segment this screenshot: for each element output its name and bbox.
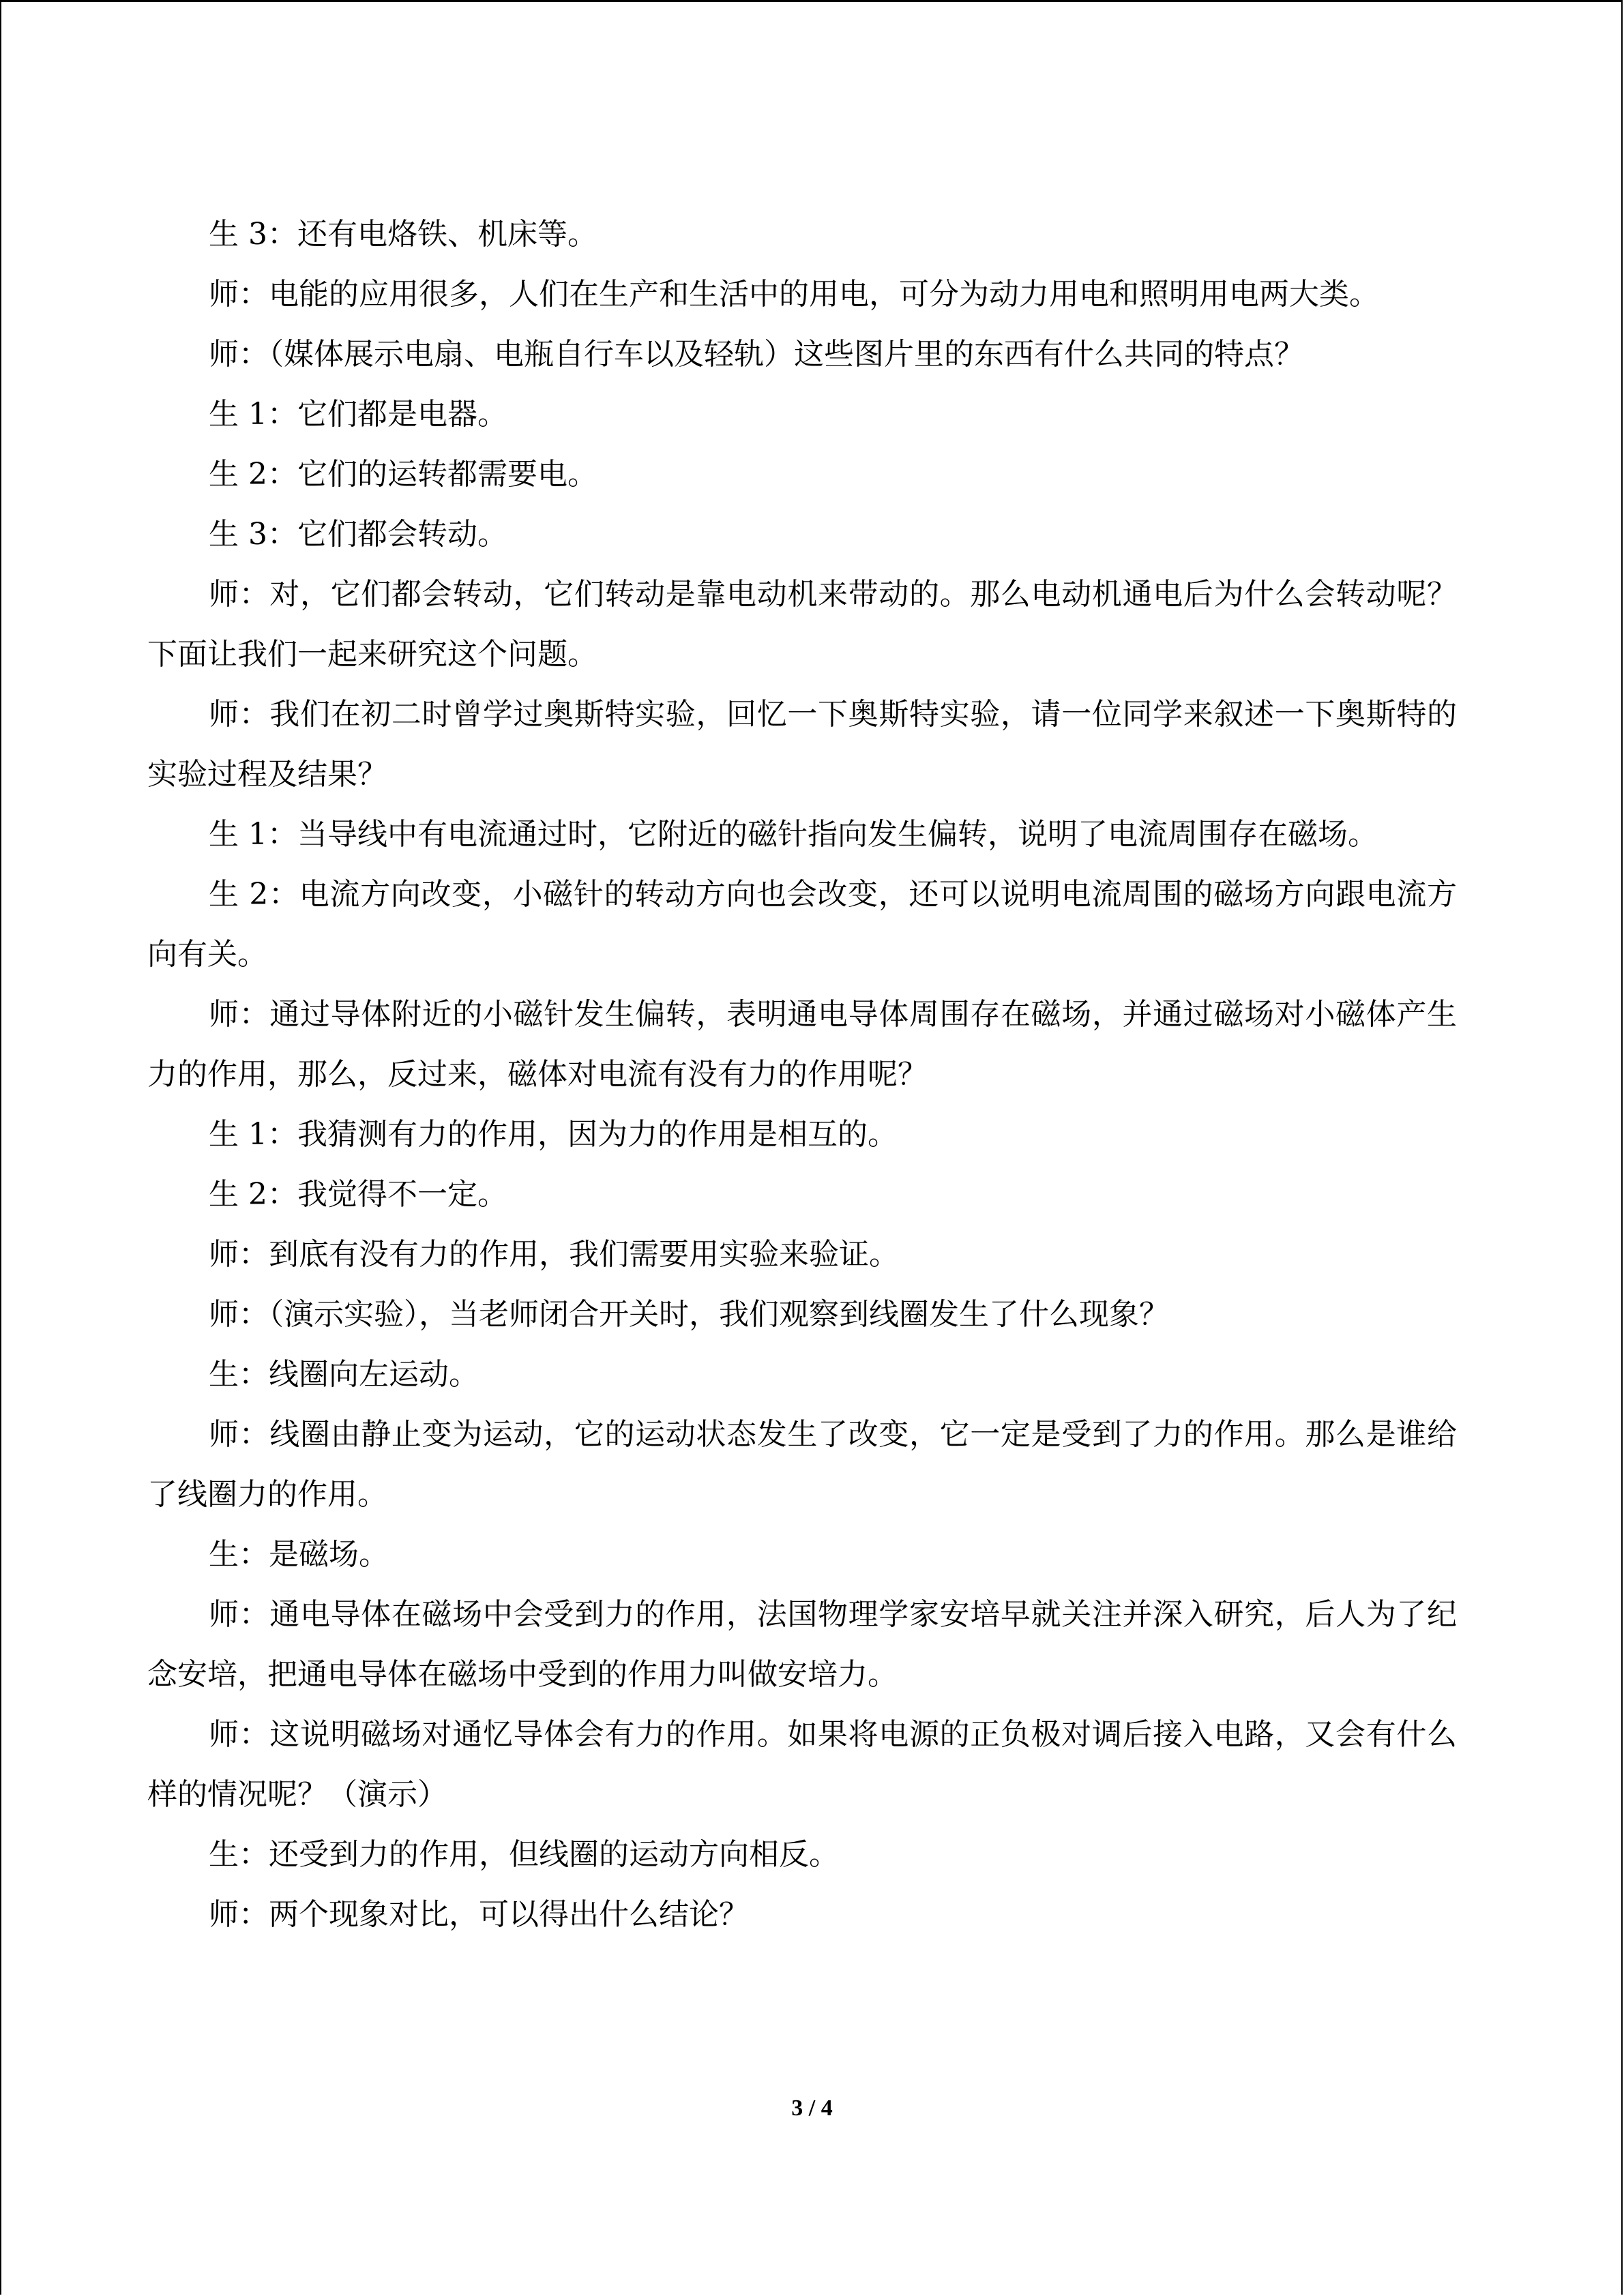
paragraph: 师：我们在初二时曾学过奥斯特实验，回忆一下奥斯特实验，请一位同学来叙述一下奥斯特的实验过程及结果？ <box>147 697 1457 792</box>
paragraph: 生 1：我猜测有力的作用，因为力的作用是相互的。 <box>209 1117 898 1152</box>
paragraph: 生 2：它们的运转都需要电。 <box>209 457 597 492</box>
paragraph: 师：通过导体附近的小磁针发生偏转，表明通电导体周围存在磁场，并通过磁场对小磁体产生力的作用，那么，反过来，磁体对电流有没有力的作用呢？ <box>147 997 1457 1092</box>
paragraph: 生 1：它们都是电器。 <box>209 397 507 432</box>
paragraph: 师：电能的应用很多，人们在生产和生活中的用电，可分为动力用电和照明用电两大类。 <box>209 277 1379 312</box>
paragraph: 师：（演示实验），当老师闭合开关时，我们观察到线圈发生了什么现象？ <box>209 1297 1169 1332</box>
paragraph: 师：通电导体在磁场中会受到力的作用，法国物理学家安培早就关注并深入研究，后人为了纪念安培，把通电导体在磁场中受到的作用力叫做安培力。 <box>147 1597 1457 1692</box>
page-number: 3 / 4 <box>791 2096 833 2121</box>
paragraph: 生：是磁场。 <box>209 1537 389 1572</box>
paragraph: 师：两个现象对比，可以得出什么结论？ <box>209 1897 749 1932</box>
paragraph: 生 1：当导线中有电流通过时，它附近的磁针指向发生偏转，说明了电流周围存在磁场。 <box>209 817 1378 852</box>
paragraph: 生 2：我觉得不一定。 <box>209 1177 507 1212</box>
paragraph: 师：到底有没有力的作用，我们需要用实验来验证。 <box>209 1237 899 1272</box>
document-body <box>147 205 1457 1945</box>
paragraph: 师：对，它们都会转动，它们转动是靠电动机来带动的。那么电动机通电后为什么会转动呢？下面让我们一起来研究这个问题。 <box>147 577 1457 672</box>
paragraph: 生 3：它们都会转动。 <box>209 517 507 552</box>
paragraph: 生：还受到力的作用，但线圈的运动方向相反。 <box>209 1837 839 1872</box>
paragraph: 生 2：电流方向改变，小磁针的转动方向也会改变，还可以说明电流周围的磁场方向跟电流方向有关。 <box>147 877 1457 972</box>
paragraph: 生 3：还有电烙铁、机床等。 <box>209 217 597 252</box>
paragraph: 生：线圈向左运动。 <box>209 1357 479 1392</box>
paragraph: 师：（媒体展示电扇、电瓶自行车以及轻轨）这些图片里的东西有什么共同的特点？ <box>209 337 1304 372</box>
paragraph: 师：线圈由静止变为运动，它的运动状态发生了改变，它一定是受到了力的作用。那么是谁给了线圈力的作用。 <box>147 1417 1457 1512</box>
paragraph: 师：这说明磁场对通忆导体会有力的作用。如果将电源的正负极对调后接入电路，又会有什么样的情况呢？（演示） <box>147 1717 1457 1812</box>
